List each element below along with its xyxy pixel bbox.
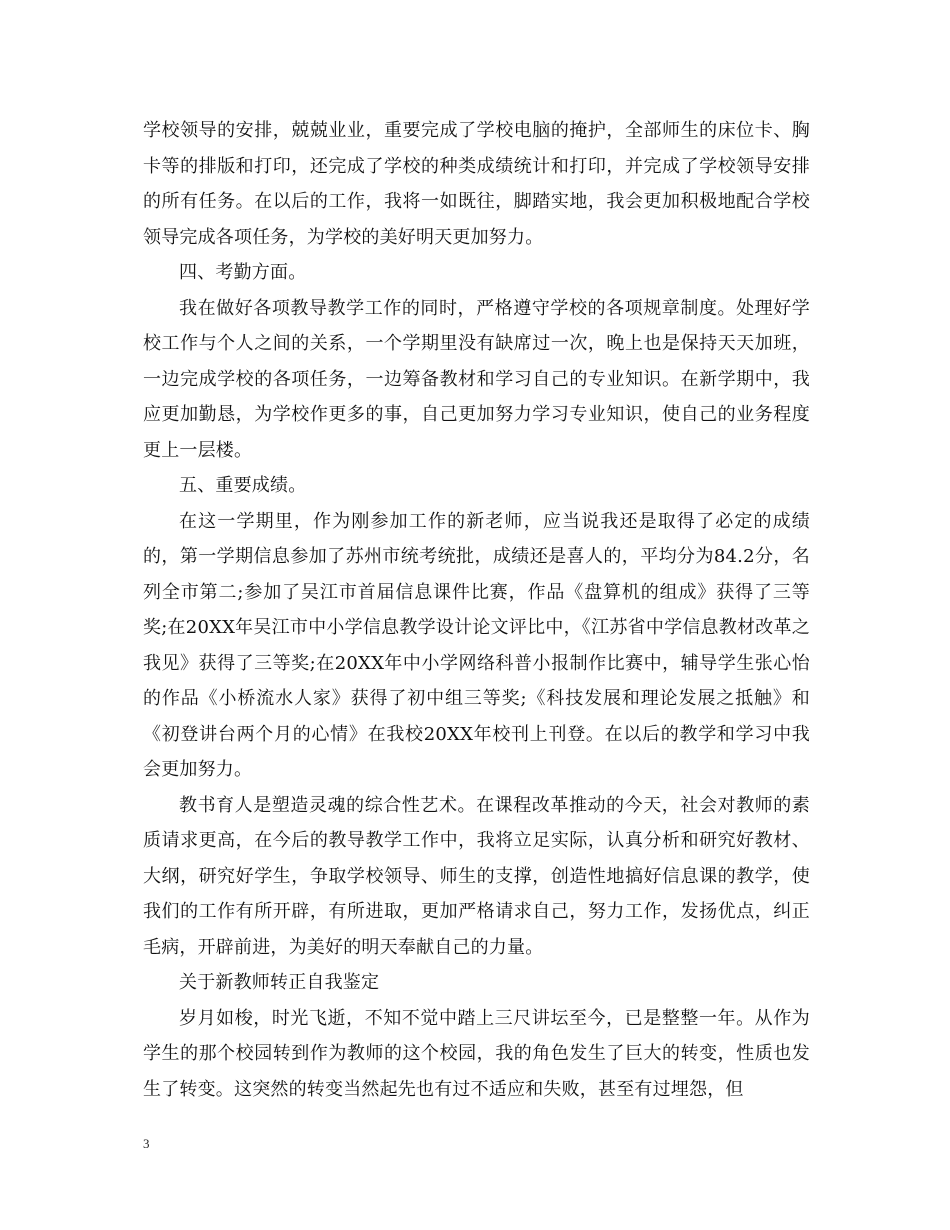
paragraph-conclusion: 教书育人是塑造灵魂的综合性艺术。在课程改革推动的今天，社会对教师的素质请求更高，在今后的教导教学工作中，我将立足实际，认真分析和研究好教材、大纲，研究好学生，争取学校领导、师生的支撑，创造性地搞好信息课的教学，使我们的工作有所开辟，有所进取，更加严格请求自己，努力工作，发扬优点，纠正毛病，开辟前进，为美好的明天奉献自己的力量。 <box>143 794 810 958</box>
paragraph-continued: 学校领导的安排，兢兢业业，重要完成了学校电脑的掩护，全部师生的床位卡、胸卡等的排版和打印，还完成了学校的种类成绩统计和打印，并完成了学校领导安排的所有任务。在以后的工作，我将一如既往，脚踏实地，我会更加积极地配合学校领导完成各项任务，为学校的美好明天更加努力。 <box>143 120 810 248</box>
paragraph-intro: 岁月如梭，时光飞逝，不知不觉中踏上三尺讲坛至今，已是整整一年。从作为学生的那个校园转到作为教师的这个校园，我的角色发生了巨大的转变，性质也发生了转变。这突然的转变当然起先也有过不适应和失败，甚至有过埋怨，但 <box>143 1007 810 1100</box>
section-heading-achievements: 五、重要成绩。 <box>179 475 307 496</box>
article-title: 关于新教师转正自我鉴定 <box>179 972 380 993</box>
section-heading-attendance: 四、考勤方面。 <box>179 262 307 283</box>
paragraph-attendance: 我在做好各项教导教学工作的同时，严格遵守学校的各项规章制度。处理好学校工作与个人之间的关系，一个学期里没有缺席过一次，晚上也是保持天天加班，一边完成学校的各项任务，一边筹备教材和学习自己的专业知识。在新学期中，我应更加勤恳，为学校作更多的事，自己更加努力学习专业知识，使自己的业务程度更上一层楼。 <box>143 297 810 461</box>
paragraph-achievements: 在这一学期里，作为刚参加工作的新老师，应当说我还是取得了必定的成绩的，第一学期信息参加了苏州市统考统批，成绩还是喜人的，平均分为84.2分，名列全市第二;参加了吴江市首届信息课件比赛，作品《盘算机的组成》获得了三等奖;在20XX年吴江市中小学信息教学设计论文评比中，《江苏省中学信息教材改革之我见》获得了三等奖;在20XX年中小学网络科普小报制作比赛中，辅导学生张心怡的作品《小桥流水人家》获得了初中组三等奖;《科技发展和理论发展之抵触》和《初登讲台两个月的心情》在我校20XX年校刊上刊登。在以后的教学和学习中我会更加努力。 <box>143 510 810 780</box>
page-number: 3 <box>143 1136 150 1151</box>
document-body <box>143 113 810 1107</box>
